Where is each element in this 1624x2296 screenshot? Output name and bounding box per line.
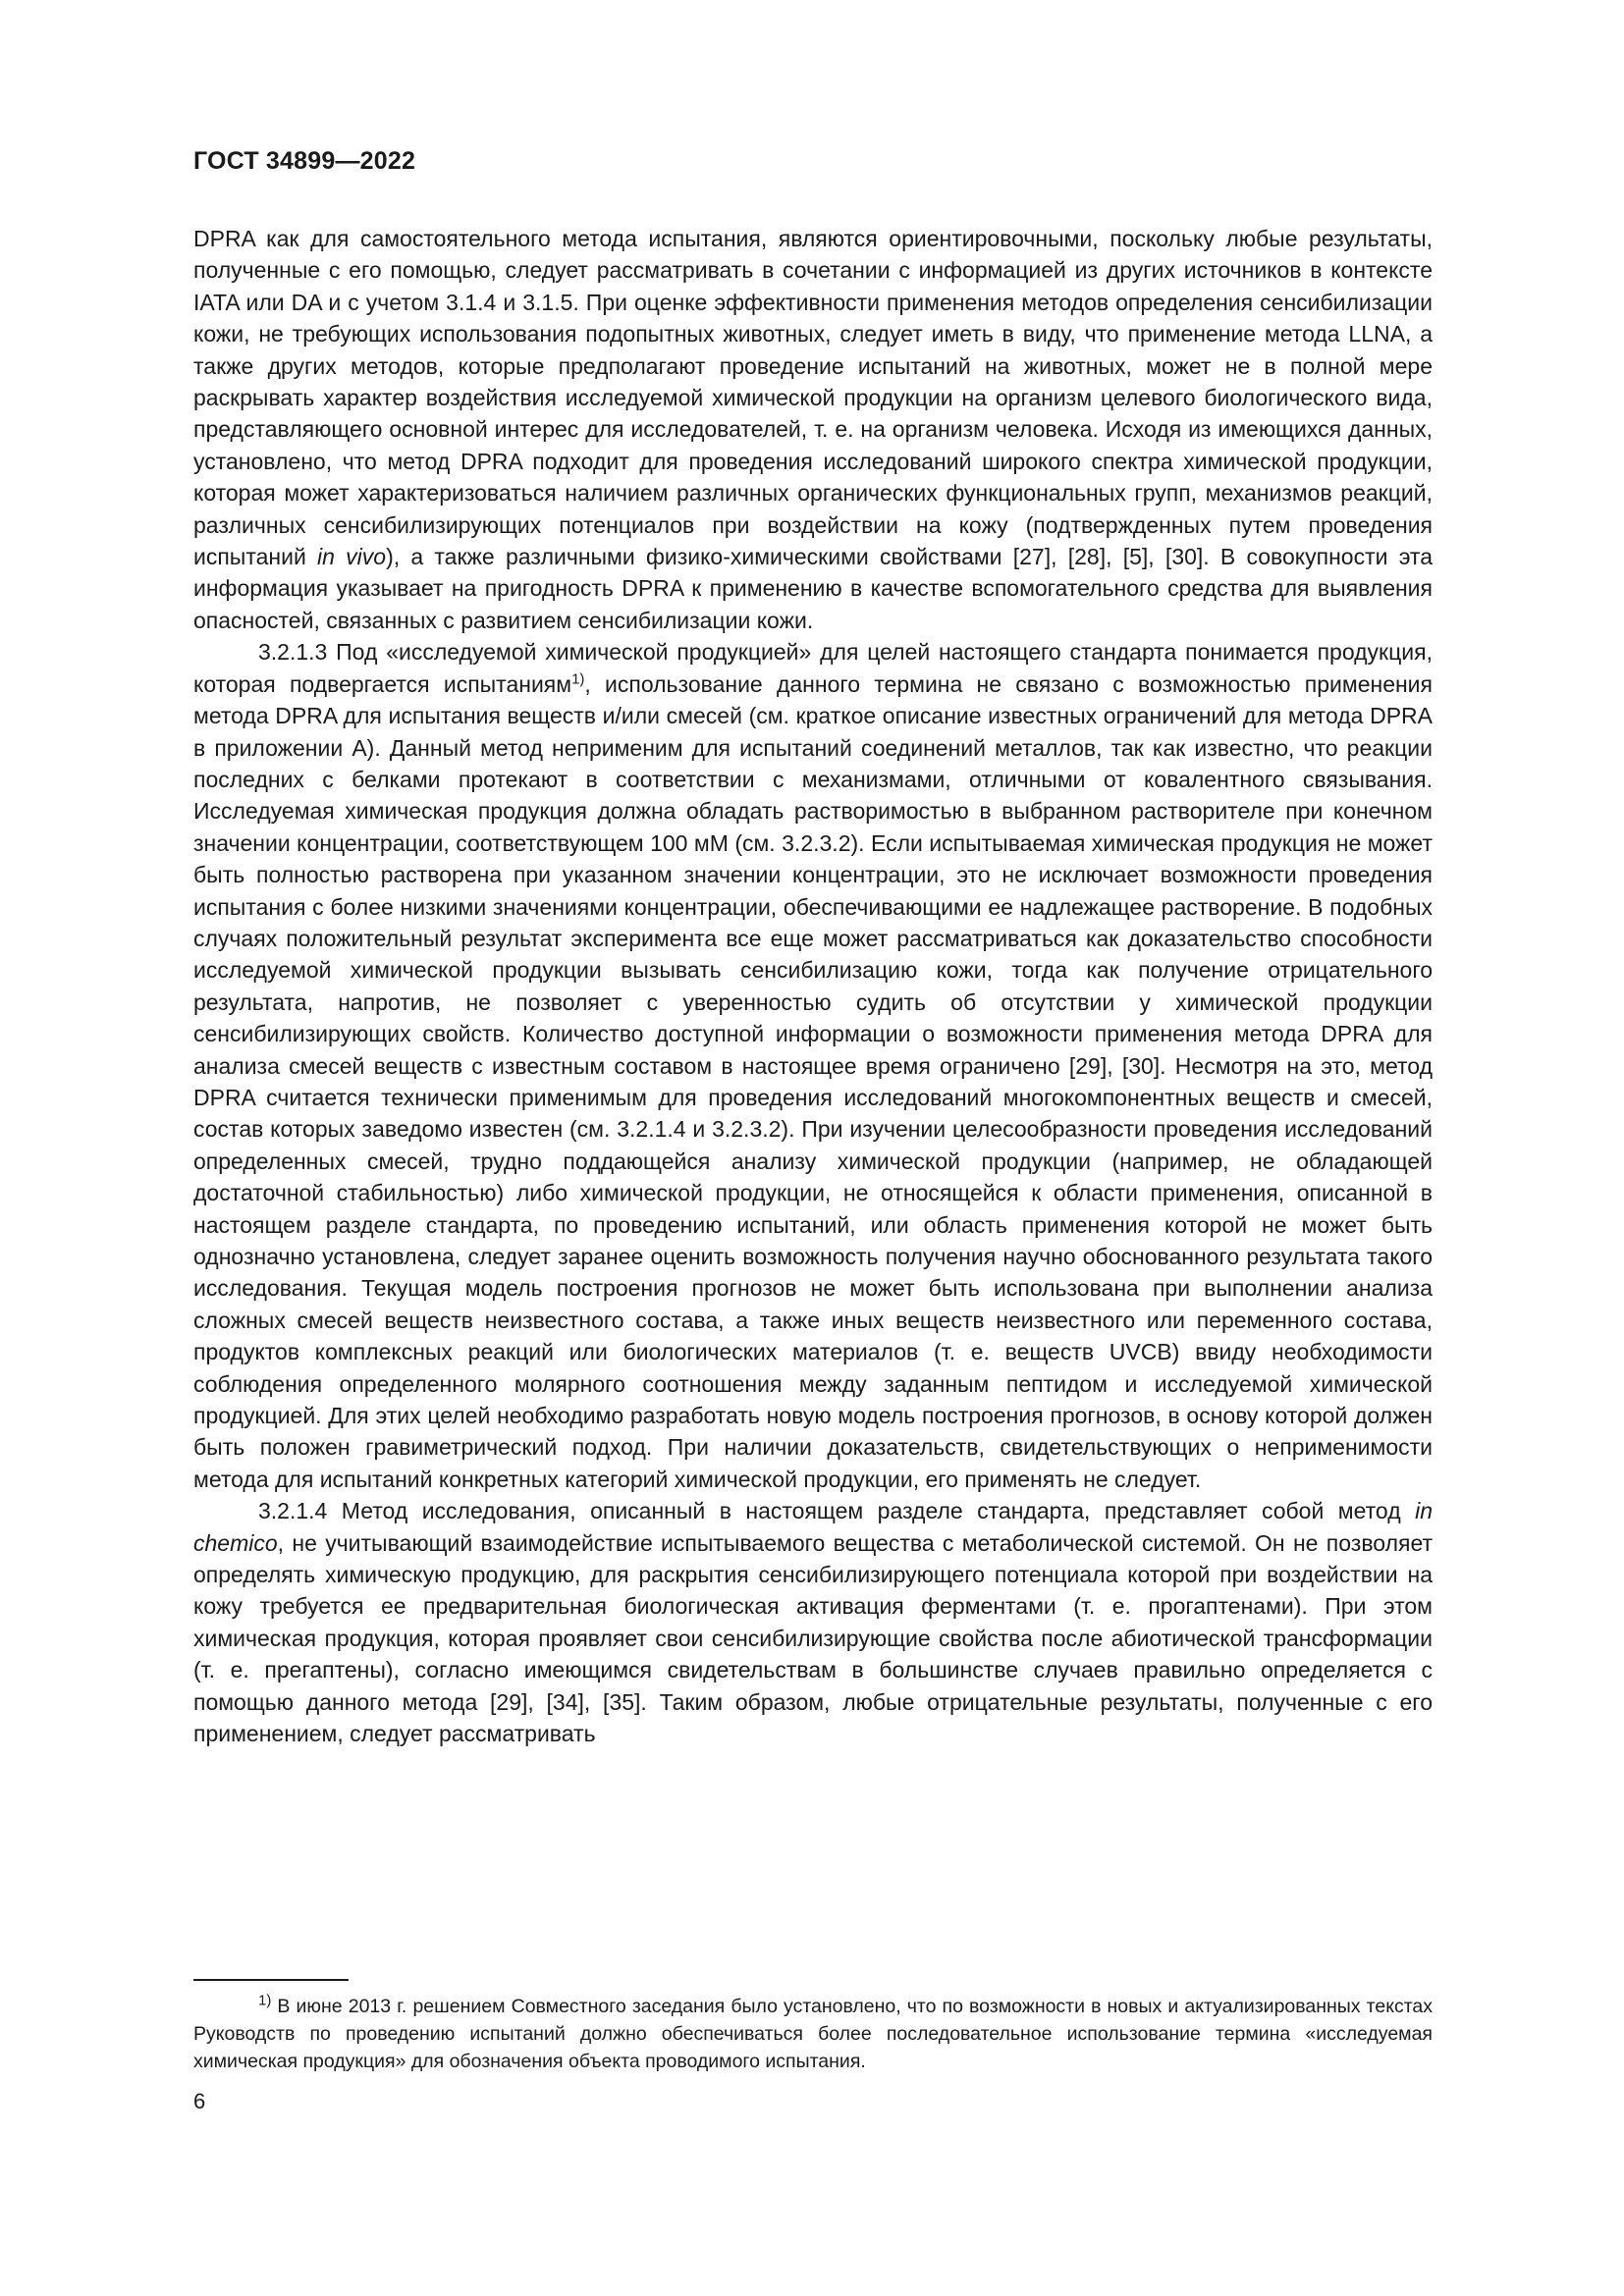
paragraph-3-2-1-4 [193, 1495, 1433, 1749]
text-segment: DPRA как для самостоятельного метода испытания, являются ориентировочными, поскольку любые результаты, полученные с его помощью, следует рассматривать в сочетании с информацией из других источников в контексте IATA или DA и с учетом 3.1.4 и 3.1.5. При оценке эффективности применения методов определения сенсибилизации кожи, не требующих использования подопытных животных, следует иметь в виду, что применение метода LLNA, а также других методов, которые предполагают проведение испытаний на животных, может не в полной мере раскрывать характер воздействия исследуемой химической продукции на организм целевого биологического вида, представляющего основной интерес для исследователей, т. е. на организм человека. Исходя из имеющихся данных, установлено, что метод DPRA подходит для проведения исследований широкого спектра химической продукции, которая может характеризоваться наличием различных органических функциональных групп, механизмов реакций, различных сенсибилизирующих потенциалов при воздействии на кожу (подтвержденных путем проведения испытаний [193, 226, 1433, 570]
text-segment: 3.2.1.3 Под «исследуемой химической продукцией» для целей настоящего стандарта понимается продукция, которая подвергается испытаниям [193, 639, 1433, 697]
text-segment: , использование данного термина не связано с возможностью применения метода DPRA для испытания веществ и/или смесей (см. краткое описание известных ограничений для метода DPRA в приложении А). Данный метод неприменим для испытаний соединений металлов, так как известно, что реакции последних с белками протекают в соответствии с механизмами, отличными от ковалентного связывания. Исследуемая химическая продукция должна обладать растворимостью в выбранном растворителе при конечном значении концентрации, соответствующем 100 мМ (см. 3.2.3.2). Если испытываемая химическая продукция не может быть полностью растворена при указанном значении концентрации, это не исключает возможности проведения испытания с более низкими значениями концентрации, обеспечивающими ее надлежащее растворение. В подобных случаях положительный результат эксперимента все еще может рассматриваться как доказательство способности исследуемой химической продукции вызывать сенсибилизацию кожи, тогда как получение отрицательного результата, напротив, не позволяет с уверенностью судить об отсутствии у химической продукции сенсибилизирующих свойств. Количество доступной информации о возможности применения метода DPRA для анализа смесей веществ с известным составом в настоящее время ограничено [29], [30]. Несмотря на это, метод DPRA считается технически применимым для проведения исследований многокомпонентных веществ и смесей, состав которых заведомо известен (см. 3.2.1.4 и 3.2.3.2). При изучении целесообразности проведения исследований определенных смесей, трудно поддающейся анализу химической продукции (например, не обладающей достаточной стабильностью) либо химической продукции, не относящейся к области применения, описанной в настоящем разделе стандарта, по проведению испытаний, или область применения которой не может быть однозначно установлена, следует заранее оценить возможность получения научно обоснованного результата такого исследования. Текущая модель построения прогнозов не может быть использована при выполнении анализа сложных смесей веществ неизвестного состава, а также иных веществ неизвестного или переменного состава, продуктов комплексных реакций или биологических материалов (т. е. веществ UVCB) ввиду необходимости соблюдения определенного молярного соотношения между заданным пептидом и исследуемой химической продукцией. Для этих целей необходимо разработать новую модель построения прогнозов, в основу которой должен быть положен гравиметрический подход. При наличии доказательств, свидетельствующих о неприменимости метода для испытаний конкретных категорий химической продукции, его применять не следует. [193, 670, 1433, 1492]
text-segment: , не учитывающий взаимодействие испытываемого вещества с метаболической системой. Он не позволяет определять химическую продукцию, для раскрытия сенсибилизирующего потенциала которой при воздействии на кожу требуется ее предварительная биологическая активация ферментами (т. е. прогаптенами). При этом химическая продукция, которая проявляет свои сенсибилизирующие свойства после абиотической трансформации (т. е. прегаптены), согласно имеющимся свидетельствам в большинстве случаев правильно определяется с помощью данного метода [29], [34], [35]. Таким образом, любые отрицательные результаты, полученные с его применением, следует рассматривать [193, 1529, 1433, 1747]
italic-term: in vivo [317, 544, 387, 570]
body-text [193, 223, 1433, 1750]
italic-term: in chemico [193, 1498, 1433, 1556]
text-segment: 3.2.1.4 Метод исследования, описанный в настоящем разделе стандарта, представляет собой метод [258, 1498, 1416, 1524]
paragraph-continuation [193, 223, 1433, 636]
footnote-reference: 1) [571, 670, 585, 688]
footnote-marker: 1) [258, 1992, 272, 2009]
text-segment: ), а также различными физико-химическими свойствами [27], [28], [5], [30]. В совокупности эта информация указывает на пригодность DPRA к применению в качестве вспомогательного средства для выявления опасностей, связанных с развитием сенсибилизации кожи. [193, 544, 1433, 633]
paragraph-3-2-1-3 [193, 636, 1433, 1495]
footnote [193, 1993, 1433, 2075]
document-page [193, 0, 1433, 2296]
footnote-text: В июне 2013 г. решением Совместного заседания было установлено, что по возможности в новых и актуализированных текстах Руководств по проведению испытаний должно обеспечиваться более последовательное использование термина «исследуемая химическая продукция» для обозначения объекта проводимого испытания. [193, 1996, 1433, 2072]
footnote-divider [193, 1979, 349, 1981]
standard-header: ГОСТ 34899—2022 [193, 147, 416, 175]
page-number: 6 [193, 2089, 206, 2113]
